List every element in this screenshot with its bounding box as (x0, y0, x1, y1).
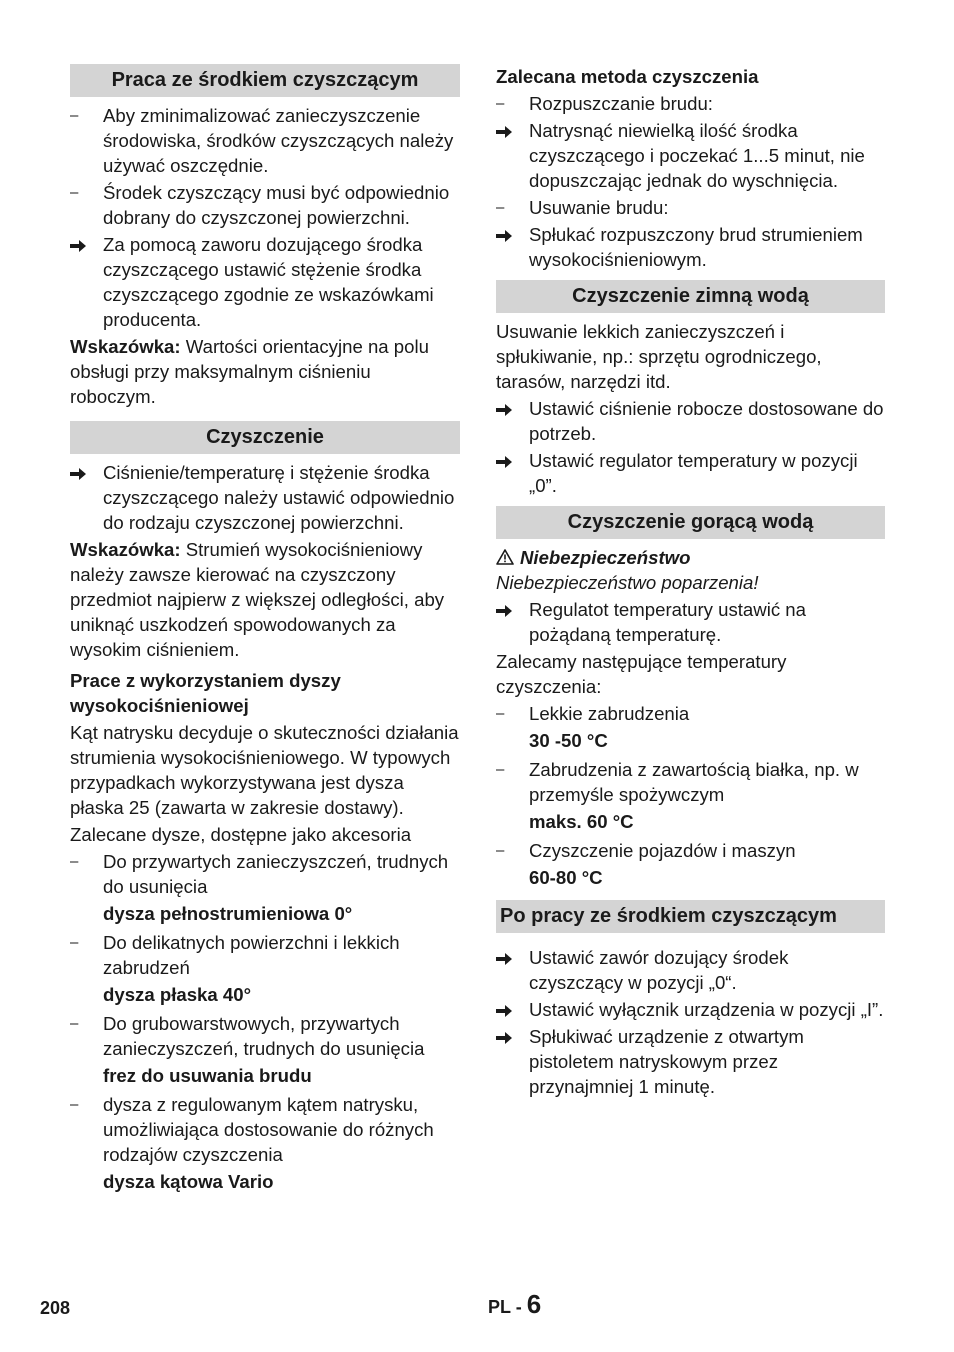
nozzle-name: dysza pełnostrumieniowa 0° (103, 903, 353, 924)
arrow-right-icon (496, 997, 524, 1022)
temperature-value: maks. 60 °C (529, 811, 634, 832)
dash-bullet: – (70, 853, 79, 870)
subsection-heading-method: Zalecana metoda czyszczenia (496, 66, 759, 87)
dash-bullet: – (496, 95, 505, 112)
dash-bullet: – (496, 199, 505, 216)
temperature-value: 30 -50 °C (529, 730, 608, 751)
list-item-text: dysza z regulowanym kątem natrysku, umożliwiająca dostosowanie do różnych rodzajów czyszczenia (103, 1094, 434, 1165)
list-item (496, 396, 885, 446)
note (70, 537, 460, 662)
dash-bullet: – (70, 184, 79, 201)
note-text: Wartości orientacyjne na polu obsługi przy maksymalnym ciśnieniu roboczym. (70, 336, 429, 407)
dash-bullet: – (496, 761, 505, 778)
separator: - (510, 1297, 527, 1317)
list-item-text: Lekkie zabrudzenia (529, 703, 690, 724)
list-item (496, 945, 885, 995)
list-item-text: Ustawić zawór dozujący środek czyszczący w pozycji „0“. (529, 947, 789, 993)
list-item (70, 103, 460, 178)
danger-title: Niebezpieczeństwo (520, 547, 691, 568)
list-item (496, 997, 885, 1022)
section-heading-after-work: Po pracy ze środkiem czyszczącym (496, 900, 885, 933)
list-item (496, 91, 885, 116)
paragraph: Usuwanie lekkich zanieczyszczeń i spłukiwanie, np.: sprzętu ogrodniczego, tarasów, narzędzi itd. (496, 321, 822, 392)
list-item (496, 757, 885, 807)
list-item-text: Aby zminimalizować zanieczyszczenie środowiska, środków czyszczących należy używać oszczędnie. (103, 105, 454, 176)
dash-bullet: – (70, 107, 79, 124)
left-column (70, 64, 460, 1198)
list-item-text: Rozpuszczanie brudu: (529, 93, 713, 114)
nozzle-name: dysza płaska 40° (103, 984, 252, 1005)
list-item-text: Ciśnienie/temperaturę i stężenie środka czyszczącego należy ustawić odpowiednio do rodzaju czyszczonej powierzchni. (103, 462, 455, 533)
list-item-text: Ustawić regulator temperatury w pozycji „0”. (529, 450, 858, 496)
nozzle-name: dysza kątowa Vario (103, 1171, 274, 1192)
danger-text: Niebezpieczeństwo poparzenia! (496, 572, 759, 593)
note-label: Wskazówka: (70, 539, 181, 560)
arrow-right-icon (496, 222, 524, 247)
list-item-text: Do grubowarstwowych, przywartych zanieczyszczeń, trudnych do usunięcia (103, 1013, 425, 1059)
subsection-heading-nozzle: Prace z wykorzystaniem dyszy wysokociśnieniowej (70, 670, 341, 716)
list-item-text: Usuwanie brudu: (529, 197, 669, 218)
arrow-right-icon (70, 460, 98, 485)
section-heading-cleaning-agent: Praca ze środkiem czyszczącym (70, 64, 460, 97)
paragraph: Zalecane dysze, dostępne jako akcesoria (70, 824, 412, 845)
list-item-text: Do przywartych zanieczyszczeń, trudnych do usunięcia (103, 851, 449, 897)
arrow-right-icon (70, 232, 98, 257)
warning-icon (496, 549, 514, 565)
list-item (496, 838, 885, 863)
section-page-id (488, 1289, 542, 1320)
page-number: 208 (40, 1298, 71, 1318)
list-item-text: Natrysnąć niewielką ilość środka czyszczącego i poczekać 1...5 minut, nie dopuszczając jednak do wyschnięcia. (529, 120, 865, 191)
arrow-right-icon (496, 597, 524, 622)
list-item (70, 1011, 460, 1061)
list-item-text: Regulatot temperatury ustawić na pożądaną temperaturę. (529, 599, 806, 645)
temperature-value: 60-80 °C (529, 867, 603, 888)
dash-bullet: – (70, 934, 79, 951)
nozzle-name: frez do usuwania brudu (103, 1065, 312, 1086)
arrow-right-icon (496, 448, 524, 473)
dash-bullet: – (70, 1015, 79, 1032)
list-item-text: Do delikatnych powierzchni i lekkich zabrudzeń (103, 932, 400, 978)
paragraph: Zalecamy następujące temperatury czyszczenia: (496, 651, 787, 697)
arrow-right-icon (496, 945, 524, 970)
paragraph: Kąt natrysku decyduje o skuteczności działania strumienia wysokociśnieniowego. W typowych przypadkach wykorzystywana jest dysza płaska 25 (zawarta w zakresie dostawy). (70, 722, 459, 818)
danger-heading (496, 545, 885, 570)
dash-bullet: – (496, 842, 505, 859)
list-item-text: Ustawić wyłącznik urządzenia w pozycji „I”. (529, 999, 884, 1020)
section-page-number: 6 (526, 1289, 542, 1319)
list-item (496, 597, 885, 647)
list-item (70, 930, 460, 980)
list-item-text: Zabrudzenia z zawartością białka, np. w przemyśle spożywczym (529, 759, 859, 805)
list-item (70, 849, 460, 899)
list-item (70, 232, 460, 332)
list-item (70, 180, 460, 230)
list-item (496, 195, 885, 220)
list-item-text: Środek czyszczący musi być odpowiednio dobrany do czyszczonej powierzchni. (103, 182, 450, 228)
list-item (70, 1092, 460, 1167)
list-item (496, 1024, 885, 1099)
arrow-right-icon (496, 396, 524, 421)
list-item-text: Czyszczenie pojazdów i maszyn (529, 840, 796, 861)
list-item (496, 448, 885, 498)
list-item-text: Spłukać rozpuszczony brud strumieniem wysokociśnieniowym. (529, 224, 863, 270)
list-item-text: Ustawić ciśnienie robocze dostosowane do potrzeb. (529, 398, 884, 444)
right-column (496, 64, 885, 1101)
note-text: Strumień wysokociśnieniowy należy zawsze kierować na czyszczony przedmiot najpierw z większej odległości, aby uniknąć uszkodzeń spowodowanych za wysokim ciśnieniem. (70, 539, 445, 660)
arrow-right-icon (496, 118, 524, 143)
dash-bullet: – (496, 705, 505, 722)
arrow-right-icon (496, 1024, 524, 1049)
list-item (496, 701, 885, 726)
list-item (70, 460, 460, 535)
note-label: Wskazówka: (70, 336, 181, 357)
section-heading-cleaning: Czyszczenie (70, 421, 460, 454)
section-heading-hot-water: Czyszczenie gorącą wodą (496, 506, 885, 539)
list-item-text: Spłukiwać urządzenie z otwartym pistoletem natryskowym przez przynajmniej 1 minutę. (529, 1026, 804, 1097)
page-footer (40, 1289, 914, 1322)
list-item (496, 222, 885, 272)
language-code: PL (488, 1297, 511, 1317)
list-item-text: Za pomocą zaworu dozującego środka czyszczącego ustawić stężenie środka czyszczącego zgodnie ze wskazówkami producenta. (103, 234, 434, 330)
list-item (496, 118, 885, 193)
dash-bullet: – (70, 1096, 79, 1113)
note (70, 334, 460, 409)
section-heading-cold-water: Czyszczenie zimną wodą (496, 280, 885, 313)
